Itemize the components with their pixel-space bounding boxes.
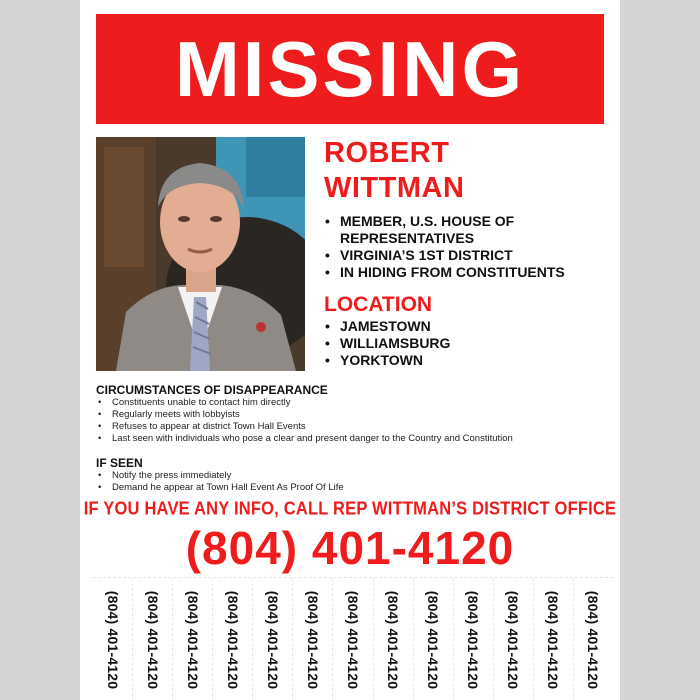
location-item: • JAMESTOWN <box>324 318 450 335</box>
if-seen-title: IF SEEN <box>96 456 143 470</box>
tab-phone: (804) 401-4120 <box>304 590 321 689</box>
role-item-text: REPRESENTATIVES <box>340 230 475 246</box>
missing-banner <box>96 14 604 124</box>
tear-off-tab[interactable] <box>534 578 574 700</box>
role-item: • MEMBER, U.S. HOUSE OF <box>324 213 565 230</box>
tear-off-tab[interactable] <box>133 578 173 700</box>
roles-list <box>324 213 565 281</box>
location-item: • YORKTOWN <box>324 352 450 369</box>
tear-off-tab[interactable] <box>494 578 534 700</box>
phone-number: (804) 401-4120 <box>185 522 515 574</box>
tab-phone: (804) 401-4120 <box>345 590 361 689</box>
circumstance-item: • Constituents unable to contact him directly <box>96 397 513 409</box>
tear-off-tab[interactable] <box>414 578 454 700</box>
circumstance-item: • Refuses to appear at district Town Hall Events <box>96 421 513 433</box>
location-item: • WILLIAMSBURG <box>324 335 450 352</box>
missing-poster <box>80 0 620 700</box>
first-name: ROBERT <box>324 137 450 169</box>
last-name: WITTMAN <box>324 172 465 204</box>
tab-phone: (804) 401-4120 <box>104 590 121 689</box>
tear-off-tab[interactable] <box>213 578 253 700</box>
if-seen-item: • Notify the press immediately <box>96 470 344 482</box>
portrait-photo <box>96 137 305 371</box>
person-name <box>324 136 464 206</box>
circumstance-item: • Last seen with individuals who pose a clear and present danger to the Country and Constitution <box>96 433 513 445</box>
call-to-action: IF YOU HAVE ANY INFO, CALL REP WITTMAN’S DISTRICT OFFICE <box>83 499 617 519</box>
tab-phone: (804) 401-4120 <box>425 590 442 689</box>
role-item: • VIRGINIA’S 1ST DISTRICT <box>324 247 565 264</box>
tear-off-tab[interactable] <box>253 578 293 700</box>
tab-phone: (804) 401-4120 <box>224 590 241 689</box>
circumstances-title: CIRCUMSTANCES OF DISAPPEARANCE <box>96 383 328 397</box>
location-title: LOCATION <box>324 293 433 316</box>
tear-off-tab[interactable] <box>173 578 213 700</box>
tear-off-tabs <box>93 577 613 700</box>
tear-off-tab[interactable] <box>574 578 613 700</box>
tab-phone: (804) 401-4120 <box>385 590 402 689</box>
tear-off-tab[interactable] <box>293 578 333 700</box>
tab-phone: (804) 401-4120 <box>545 590 562 689</box>
tear-off-tab[interactable] <box>454 578 494 700</box>
tab-phone: (804) 401-4120 <box>465 590 482 689</box>
banner-title: MISSING <box>174 25 526 113</box>
circumstances-list <box>96 397 513 445</box>
if-seen-item: • Demand he appear at Town Hall Event As Proof Of Life <box>96 482 344 494</box>
tab-phone: (804) 401-4120 <box>144 590 161 689</box>
role-item: • IN HIDING FROM CONSTITUENTS <box>324 264 565 281</box>
if-seen-list <box>96 470 344 494</box>
tear-off-tab[interactable] <box>333 578 373 700</box>
tear-off-tab[interactable] <box>374 578 414 700</box>
tab-phone: (804) 401-4120 <box>505 590 522 689</box>
location-list <box>324 318 450 369</box>
tear-off-tab[interactable] <box>93 578 133 700</box>
circumstance-item: • Regularly meets with lobbyists <box>96 409 513 421</box>
tab-phone: (804) 401-4120 <box>184 590 201 689</box>
tab-phone: (804) 401-4120 <box>264 590 281 689</box>
role-item-continuation <box>324 230 565 247</box>
tab-phone: (804) 401-4120 <box>585 590 602 689</box>
